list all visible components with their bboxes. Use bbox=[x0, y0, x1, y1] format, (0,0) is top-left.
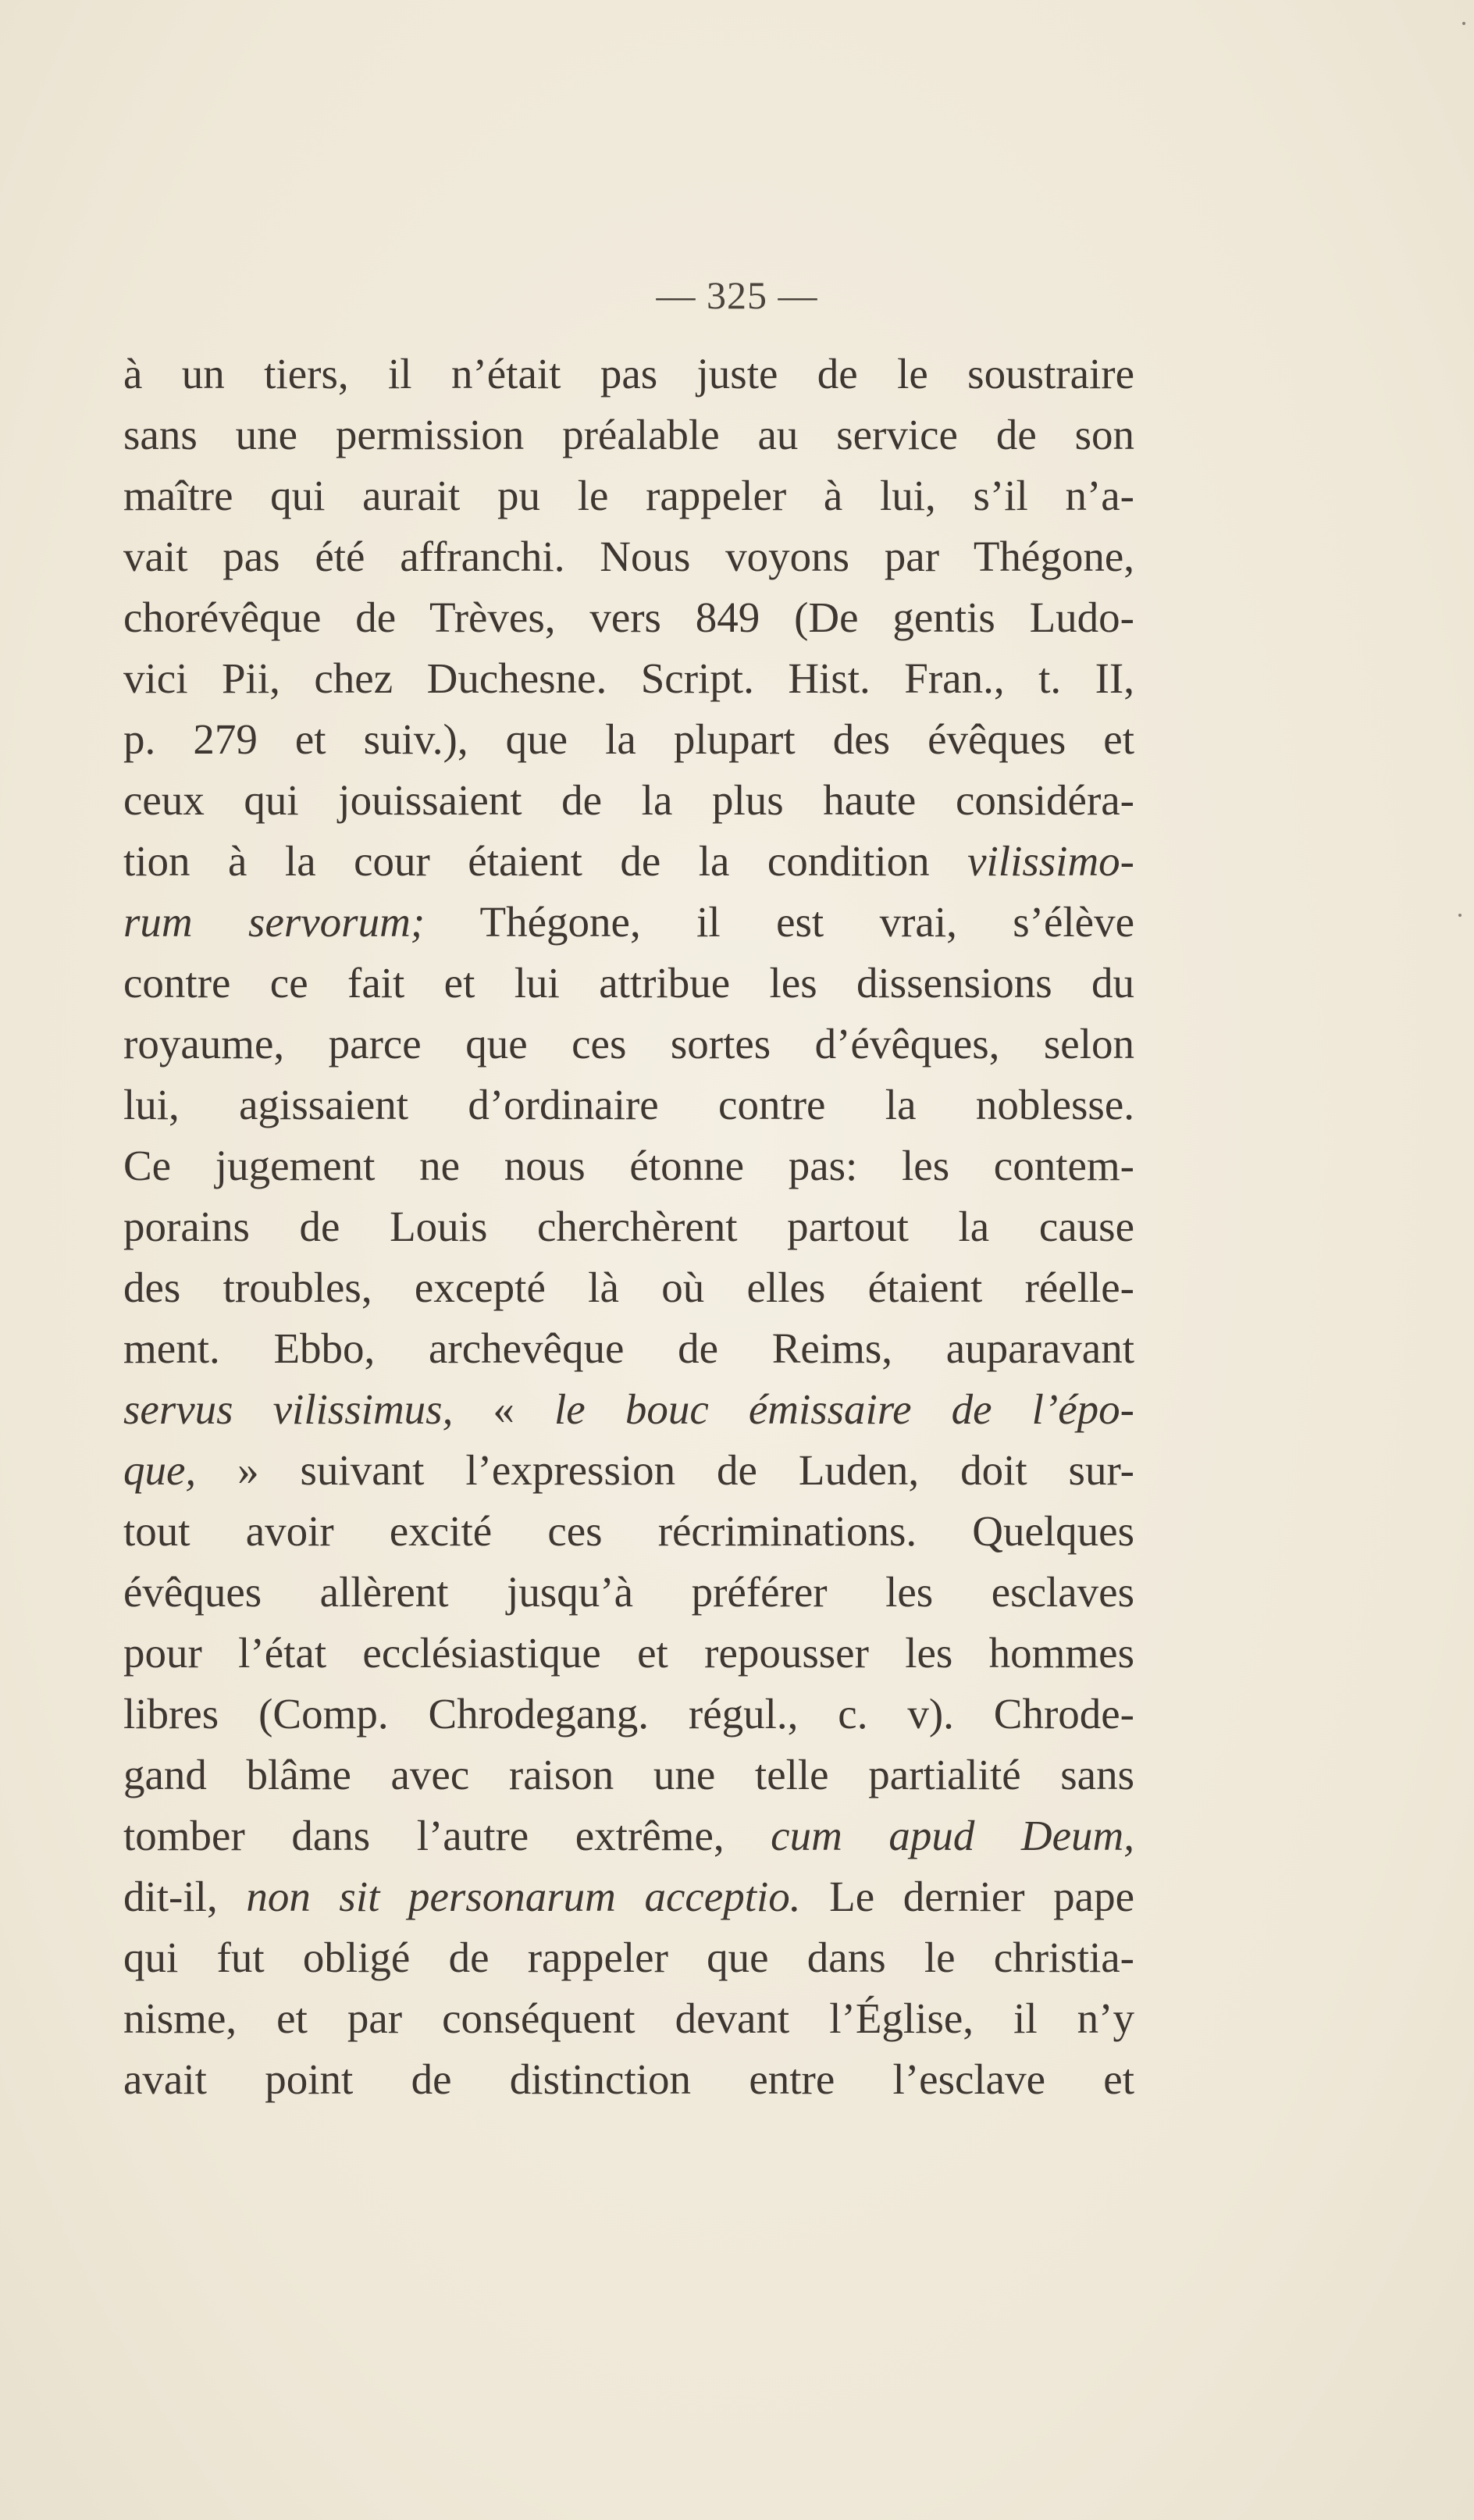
italic-text: rum servorum; bbox=[123, 898, 425, 946]
text-run: ment. Ebbo, archevêque de Reims, auparavant bbox=[123, 1324, 1134, 1372]
italic-text: le bouc émissaire de l’épo- bbox=[554, 1385, 1134, 1433]
italic-text: servus vilissimus, bbox=[123, 1385, 454, 1433]
text-line bbox=[123, 1318, 1134, 1379]
text-line bbox=[123, 1623, 1134, 1684]
text-run: » suivant l’expression de Luden, doit sur- bbox=[196, 1446, 1134, 1494]
text-line bbox=[123, 526, 1134, 587]
text-line bbox=[123, 2049, 1134, 2110]
text-run: avait point de distinction entre l’esclave et bbox=[123, 2055, 1134, 2103]
text-run: pour l’état ecclésiastique et repousser les hommes bbox=[123, 1629, 1134, 1677]
text-line bbox=[123, 1866, 1134, 1927]
text-line bbox=[123, 405, 1134, 465]
text-line bbox=[123, 1927, 1134, 1988]
text-line bbox=[123, 587, 1134, 648]
text-run: à un tiers, il n’était pas juste de le soustraire bbox=[123, 350, 1134, 397]
text-run: des troubles, excepté là où elles étaient réelle- bbox=[123, 1264, 1134, 1311]
text-line bbox=[123, 953, 1134, 1014]
text-run: p. 279 et suiv.), que la plupart des évêques et bbox=[123, 715, 1134, 763]
text-line bbox=[123, 648, 1134, 709]
text-run: tion à la cour étaient de la condition bbox=[123, 837, 968, 885]
text-run: Ce jugement ne nous étonne pas: les contem- bbox=[123, 1142, 1134, 1189]
text-line bbox=[123, 1988, 1134, 2049]
page-number: — 325 — bbox=[656, 273, 818, 317]
text-line bbox=[123, 1501, 1134, 1562]
text-run: nisme, et par conséquent devant l’Église, il n’y bbox=[123, 1994, 1134, 2042]
text-line bbox=[123, 1745, 1134, 1805]
italic-text: vilissimo- bbox=[967, 837, 1134, 885]
text-line bbox=[123, 1257, 1134, 1318]
text-run: vait pas été affranchi. Nous voyons par Thégone, bbox=[123, 533, 1134, 580]
text-line bbox=[123, 831, 1134, 892]
text-run: libres (Comp. Chrodegang. régul., c. v). Chrode- bbox=[123, 1690, 1134, 1738]
text-run: Thégone, il est vrai, s’élève bbox=[425, 898, 1134, 946]
text-line bbox=[123, 1805, 1134, 1866]
text-line bbox=[123, 1684, 1134, 1745]
text-line bbox=[123, 1379, 1134, 1440]
text-run: tout avoir excité ces récriminations. Quelques bbox=[123, 1507, 1134, 1555]
text-line bbox=[123, 770, 1134, 831]
text-run: royaume, parce que ces sortes d’évêques, selon bbox=[123, 1020, 1134, 1068]
text-line bbox=[123, 1440, 1134, 1501]
text-line bbox=[123, 1135, 1134, 1196]
text-line bbox=[123, 1075, 1134, 1135]
text-run: Le dernier pape bbox=[800, 1873, 1134, 1920]
italic-text: non sit personarum acceptio. bbox=[246, 1873, 801, 1920]
text-run: lui, agissaient d’ordinaire contre la noblesse. bbox=[123, 1081, 1134, 1128]
text-run: contre ce fait et lui attribue les dissensions du bbox=[123, 959, 1134, 1007]
text-run: vici Pii, chez Duchesne. Script. Hist. Fran., t. II, bbox=[123, 654, 1134, 702]
italic-text: cum apud Deum, bbox=[771, 1812, 1134, 1859]
text-run: porains de Louis cherchèrent partout la cause bbox=[123, 1203, 1134, 1250]
text-run: maître qui aurait pu le rappeler à lui, s’il n’a- bbox=[123, 472, 1134, 519]
text-line bbox=[123, 1562, 1134, 1623]
text-run: ceux qui jouissaient de la plus haute considéra- bbox=[123, 776, 1134, 824]
text-line bbox=[123, 892, 1134, 953]
text-run: gand blâme avec raison une telle partialité sans bbox=[123, 1751, 1134, 1798]
body-text bbox=[123, 344, 1134, 2110]
text-run: qui fut obligé de rappeler que dans le christia- bbox=[123, 1934, 1134, 1981]
text-run: dit-il, bbox=[123, 1873, 247, 1920]
italic-text: que, bbox=[123, 1446, 197, 1494]
text-run: évêques allèrent jusqu’à préférer les esclaves bbox=[123, 1568, 1134, 1616]
text-line bbox=[123, 465, 1134, 526]
paper-speck bbox=[1462, 22, 1465, 25]
text-line bbox=[123, 1014, 1134, 1075]
text-line bbox=[123, 1196, 1134, 1257]
text-run: sans une permission préalable au service de son bbox=[123, 411, 1134, 458]
text-run: chorévêque de Trèves, vers 849 (De gentis Ludo- bbox=[123, 593, 1134, 641]
paper-speck bbox=[1458, 914, 1462, 917]
text-run: « bbox=[453, 1385, 555, 1433]
text-line bbox=[123, 344, 1134, 405]
text-run: tomber dans l’autre extrême, bbox=[123, 1812, 771, 1859]
text-line bbox=[123, 709, 1134, 770]
